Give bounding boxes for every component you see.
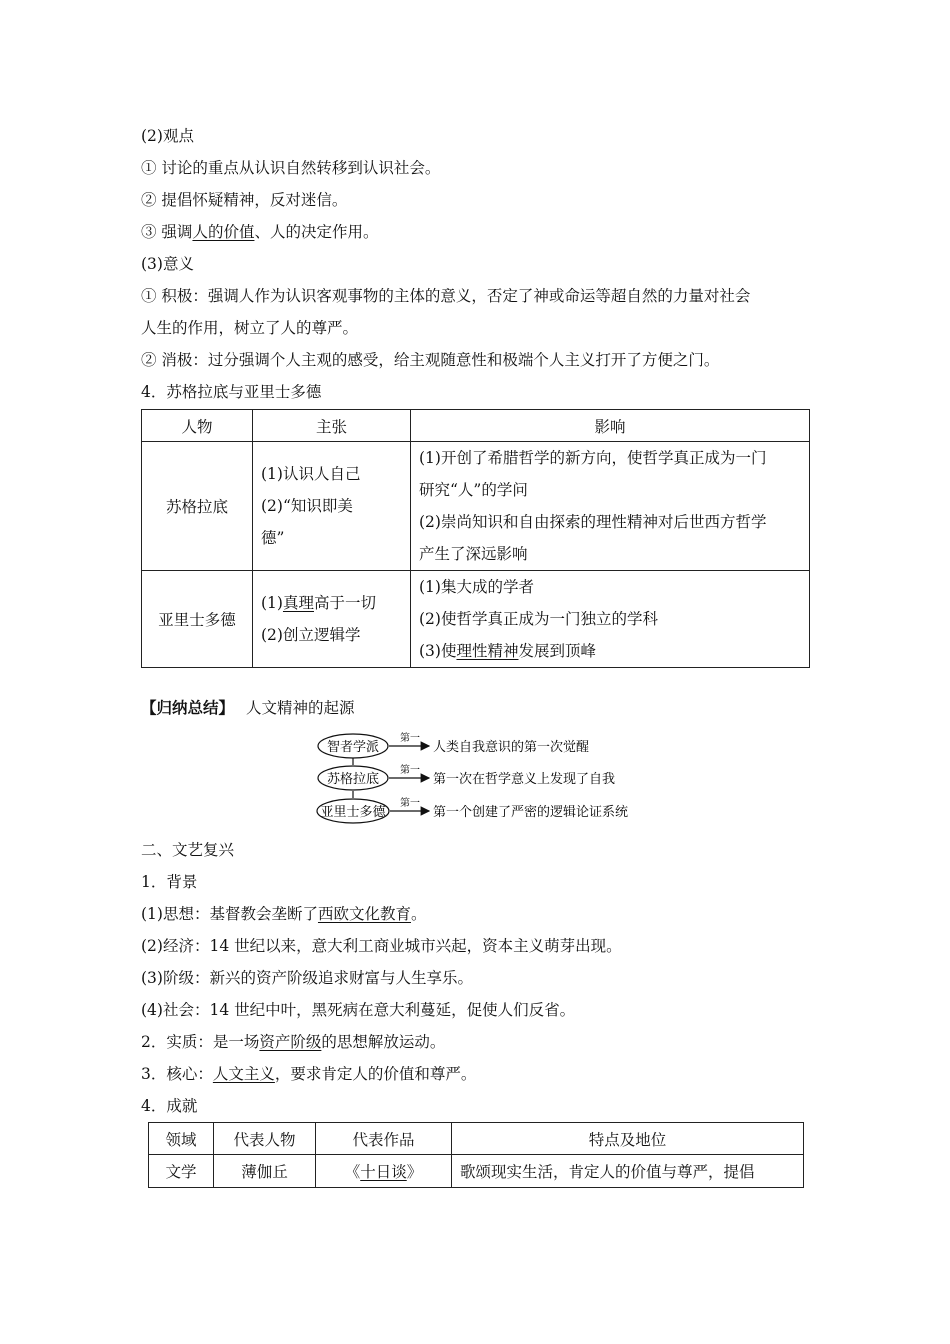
impact-line: (1)开创了希腊哲学的新方向，使哲学真正成为一门: [419, 449, 767, 467]
person-socrates: 苏格拉底: [142, 442, 253, 571]
underlined-keyword: 十日谈: [360, 1163, 407, 1181]
significance-positive-line-1: ① 积极：强调人作为认识客观事物的主体的意义，否定了神或命运等超自然的力量对社会: [141, 287, 751, 305]
background-item-3: (3)阶级：新兴的资产阶级追求财富与人生享乐。: [141, 969, 473, 987]
result-text: 第一个创建了严密的逻辑论证系统: [433, 805, 629, 820]
section-heading-background: 1．背景: [141, 873, 198, 891]
philosophers-table: [141, 409, 810, 668]
impact-line: (1)集大成的学者: [419, 578, 534, 596]
table-row: [142, 571, 810, 668]
claim-line: (2)创立逻辑学: [261, 626, 361, 644]
underlined-keyword: 真理: [282, 594, 314, 612]
result-text: 第一次在哲学意义上发现了自我: [433, 772, 616, 787]
arrow-label: 第一: [400, 733, 420, 744]
claim-line: (1)认识人自己: [261, 465, 361, 483]
header-impact: 影响: [411, 410, 810, 442]
impact-line: [419, 635, 801, 667]
arrow-label: 第一: [400, 798, 420, 809]
header-person: 人物: [142, 410, 253, 442]
result-text: 人类自我意识的第一次觉醒: [433, 740, 590, 755]
node-aristotle: 亚里士多德: [320, 805, 386, 820]
impact-line: (2)崇尚知识和自由探索的理性精神对后世西方哲学: [419, 513, 767, 531]
node-sophists: 智者学派: [326, 740, 380, 755]
header-person: 代表人物: [214, 1123, 316, 1155]
text: 。: [410, 905, 427, 923]
header-work: 代表作品: [316, 1123, 452, 1155]
text: (1): [261, 594, 283, 612]
impact-line: 产生了深远影响: [419, 545, 528, 563]
text: 、人的决定作用。: [254, 223, 379, 241]
text: 3．核心：: [141, 1065, 213, 1083]
summary-tag: 【归纳总结】: [141, 698, 235, 717]
achievements-table: [148, 1122, 804, 1188]
viewpoint-item-3: [141, 222, 378, 242]
impact-line: 研究“人”的学问: [419, 481, 528, 499]
header-claim: 主张: [253, 410, 411, 442]
table-header-row: [149, 1123, 804, 1155]
section-heading-significance: (3)意义: [141, 255, 194, 273]
essence-line: [141, 1032, 445, 1052]
arrow-label: 第一: [400, 765, 420, 776]
text: 高于一切: [313, 594, 376, 612]
text: 《: [344, 1163, 361, 1181]
core-line: [141, 1064, 476, 1084]
cell-field: 文学: [149, 1155, 214, 1188]
table-row: [142, 442, 810, 571]
text: (3)使: [419, 642, 457, 660]
viewpoint-item-2: ② 提倡怀疑精神，反对迷信。: [141, 191, 348, 209]
table-header-row: [142, 410, 810, 442]
text: 发展到顶峰: [518, 642, 596, 660]
text: ，要求肯定人的价值和尊严。: [274, 1065, 477, 1083]
person-aristotle: 亚里士多德: [142, 571, 253, 668]
claim-line: 德”: [261, 529, 285, 547]
underlined-keyword: 理性精神: [456, 642, 519, 660]
underlined-keyword: 西欧文化教育: [317, 905, 411, 923]
impact-line: (2)使哲学真正成为一门独立的学科: [419, 610, 658, 628]
background-item-1: [141, 904, 427, 924]
viewpoint-item-1: ① 讨论的重点从认识自然转移到认识社会。: [141, 159, 441, 177]
text: 》: [406, 1163, 423, 1181]
background-item-2: (2)经济：14 世纪以来，意大利工商业城市兴起，资本主义萌芽出现。: [141, 937, 622, 955]
underlined-keyword: 人文主义: [212, 1065, 275, 1083]
section-heading-socrates-aristotle: 4．苏格拉底与亚里士多德: [141, 383, 322, 401]
header-field: 领域: [149, 1123, 214, 1155]
section-heading-achievements: 4．成就: [141, 1097, 198, 1115]
significance-positive-line-2: 人生的作用，树立了人的尊严。: [141, 319, 359, 337]
cell-feature: 歌颂现实生活，肯定人的价值与尊严，提倡: [452, 1155, 804, 1188]
header-feature: 特点及地位: [452, 1123, 804, 1155]
claims-aristotle: [253, 571, 411, 668]
table-row: [149, 1155, 804, 1188]
claim-line: [261, 587, 402, 619]
cell-person: 薄伽丘: [214, 1155, 316, 1188]
claim-line: (2)“知识即美: [261, 497, 353, 515]
underlined-keyword: 资产阶级: [259, 1033, 322, 1051]
summary-title: 人文精神的起源: [246, 699, 355, 717]
background-item-4: (4)社会：14 世纪中叶，黑死病在意大利蔓延，促使人们反省。: [141, 1001, 576, 1019]
part-heading-renaissance: 二、文艺复兴: [141, 841, 235, 859]
text: ③ 强调: [141, 223, 193, 241]
impacts-socrates: [411, 442, 810, 571]
humanism-origin-diagram: [313, 728, 643, 828]
text: 2．实质：是一场: [141, 1033, 260, 1051]
node-socrates: 苏格拉底: [326, 772, 380, 787]
significance-negative: ② 消极：过分强调个人主观的感受，给主观随意性和极端个人主义打开了方便之门。: [141, 351, 720, 369]
underlined-keyword: 人的价值: [192, 223, 255, 241]
cell-work: [316, 1155, 452, 1188]
impacts-aristotle: [411, 571, 810, 668]
claims-socrates: [253, 442, 411, 571]
summary-heading: [141, 698, 355, 718]
text: 的思想解放运动。: [321, 1033, 446, 1051]
text: (1)思想：基督教会垄断了: [141, 905, 318, 923]
section-heading-viewpoint: (2)观点: [141, 127, 194, 145]
